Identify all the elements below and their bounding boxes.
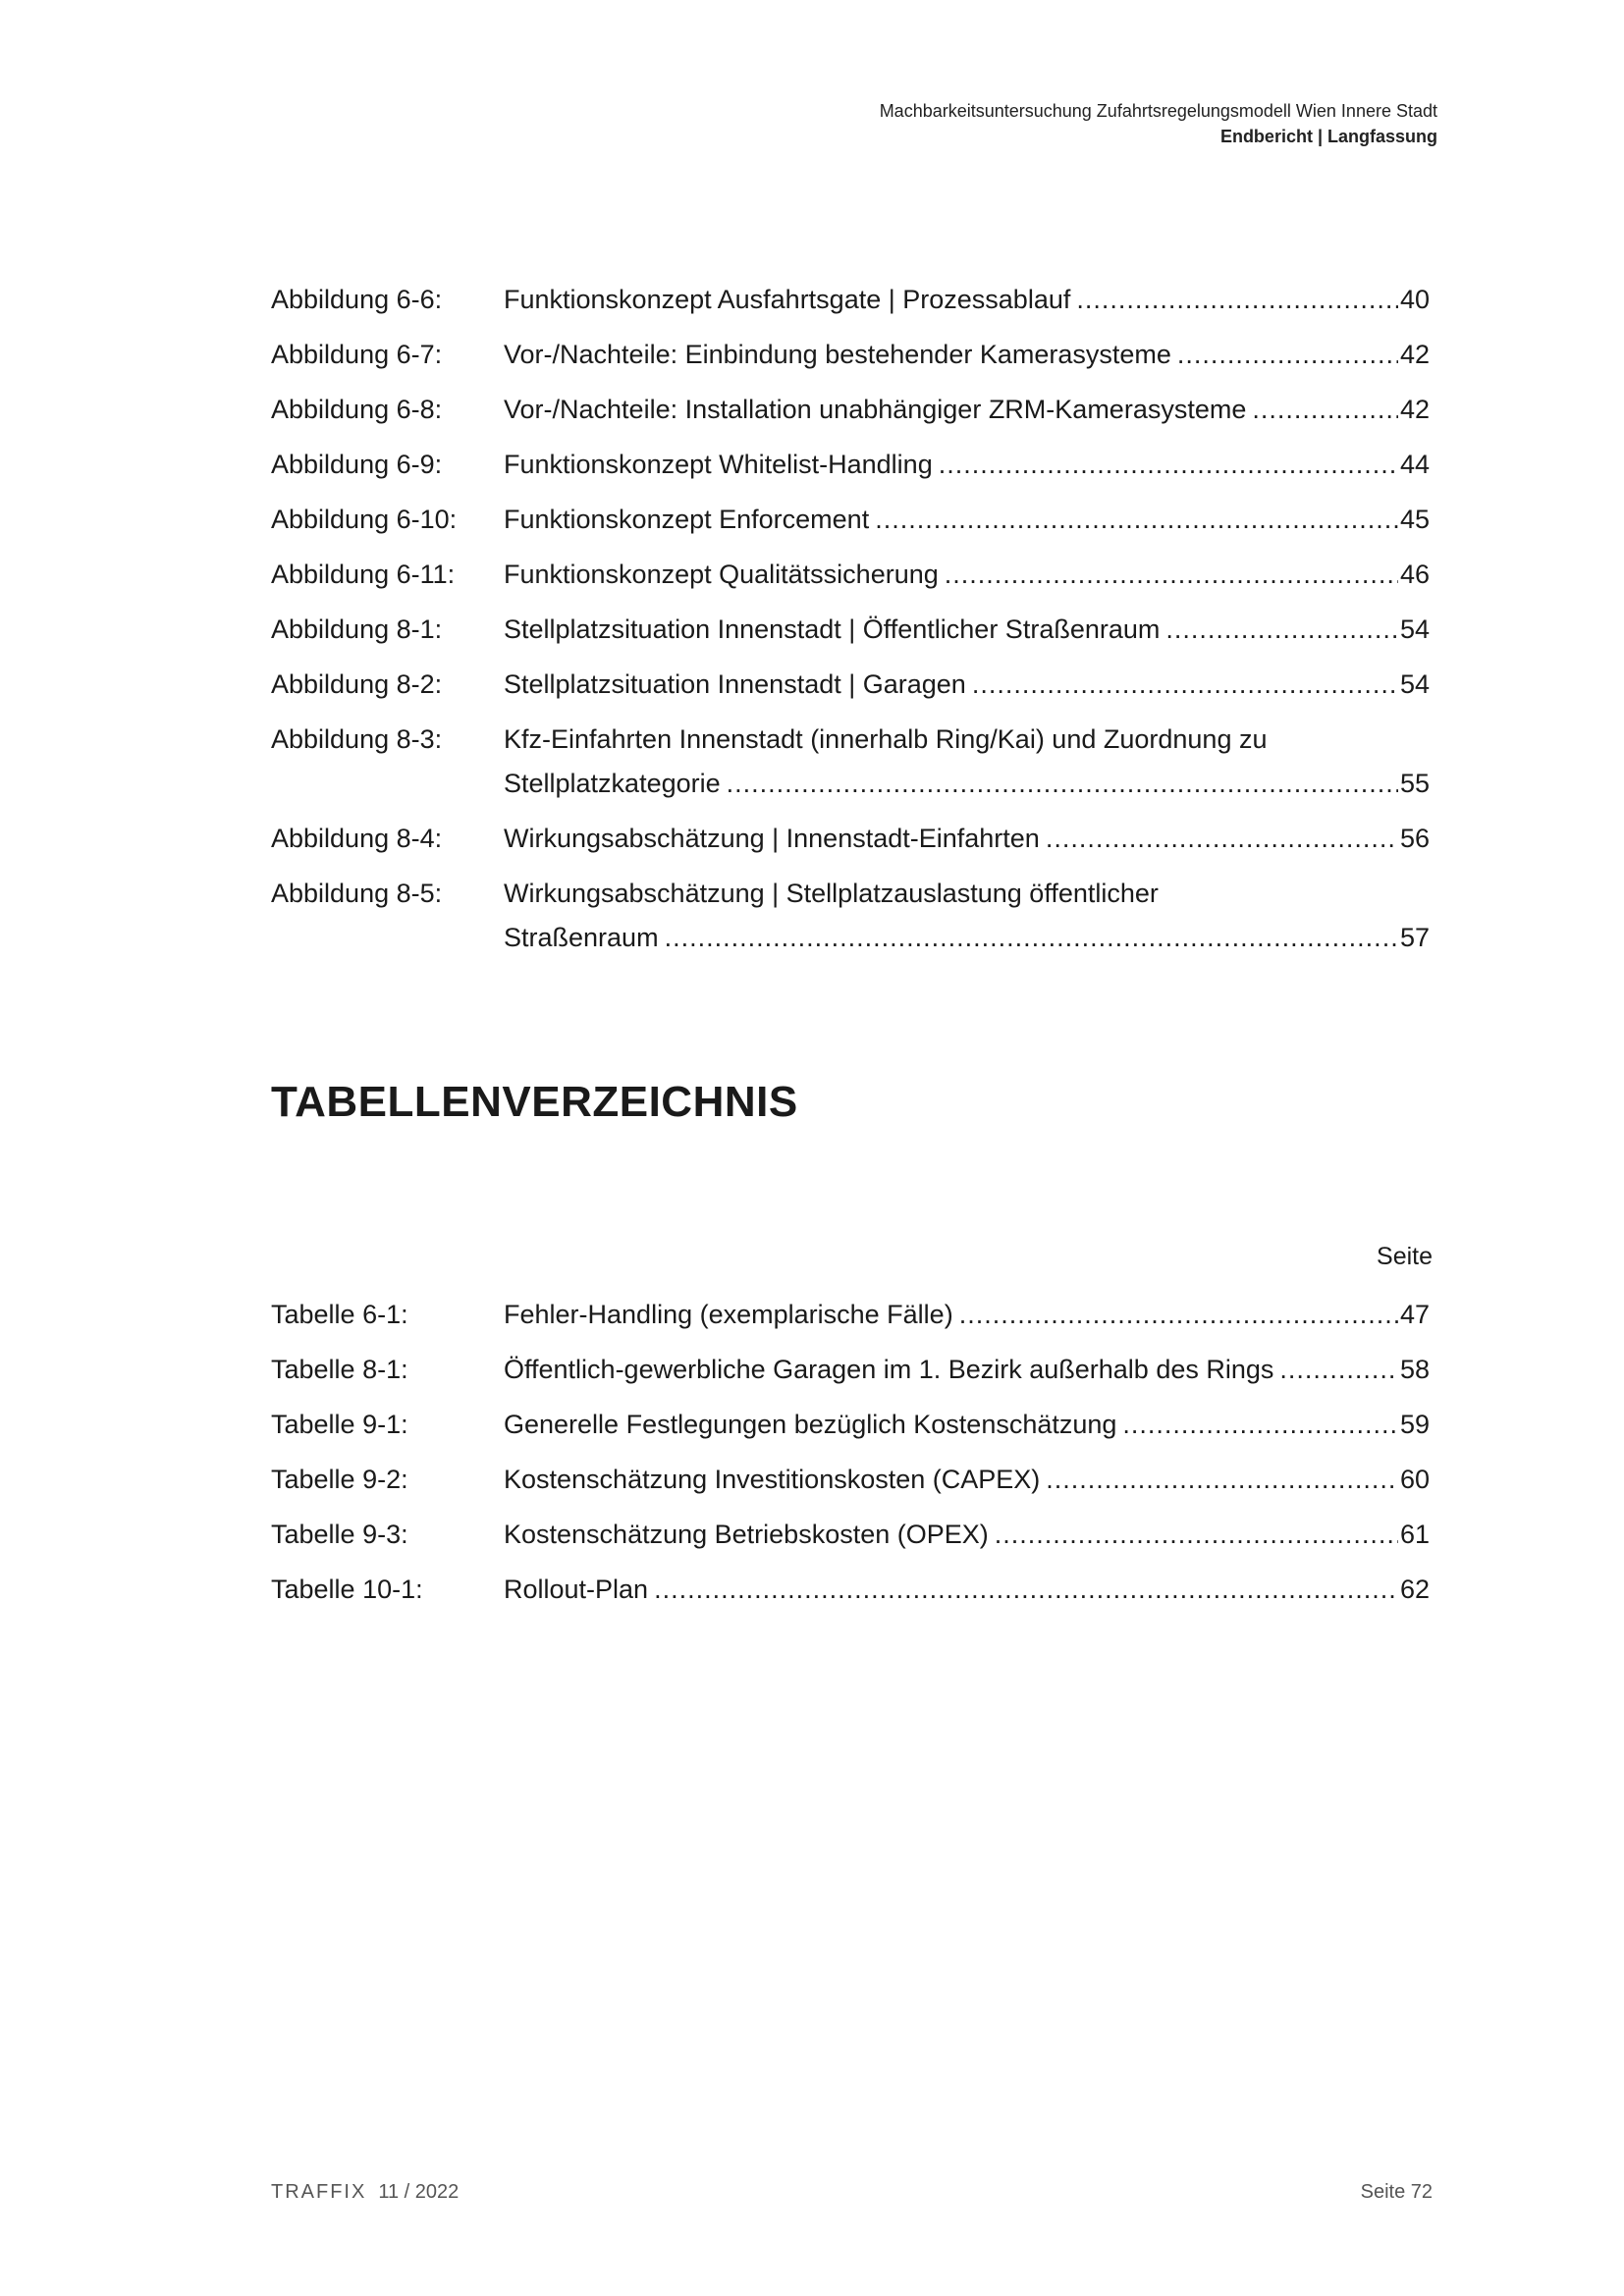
entry-page-number: 46	[1399, 560, 1430, 589]
dot-leader	[1279, 1348, 1398, 1392]
page-column-label: Seite	[1377, 1243, 1433, 1270]
entry-label: Tabelle 8-1:	[271, 1355, 408, 1384]
dot-leader	[1046, 1458, 1398, 1502]
entry-label: Abbildung 6-9:	[271, 450, 443, 479]
toc-entry[interactable]	[271, 498, 1430, 542]
tables-heading: TABELLENVERZEICHNIS	[271, 1078, 798, 1126]
footer-page-number: Seite 72	[1360, 2181, 1433, 2203]
entry-label: Abbildung 6-10:	[271, 505, 458, 534]
toc-entry[interactable]	[271, 663, 1430, 707]
dot-leader	[959, 1293, 1398, 1337]
entry-page-number: 45	[1399, 505, 1430, 534]
entry-title: Wirkungsabschätzung | Stellplatzauslastung öffentlicher	[504, 879, 1159, 908]
page-header	[880, 98, 1437, 149]
toc-entry[interactable]	[271, 817, 1430, 861]
dot-leader	[654, 1568, 1398, 1612]
entry-label: Tabelle 9-3:	[271, 1520, 408, 1549]
entry-title: Öffentlich-gewerbliche Garagen im 1. Bezirk außerhalb des Rings	[504, 1355, 1274, 1384]
entry-page-number: 61	[1399, 1520, 1430, 1549]
dot-leader	[972, 663, 1398, 707]
entry-title: Stellplatzsituation Innenstadt | Öffentlicher Straßenraum	[504, 614, 1161, 644]
dot-leader	[1177, 333, 1398, 377]
entry-page-number: 54	[1399, 614, 1430, 644]
entry-page-number: 42	[1399, 395, 1430, 424]
dot-leader	[875, 498, 1398, 542]
entry-title: Funktionskonzept Qualitätssicherung	[504, 560, 939, 589]
entry-label: Abbildung 8-4:	[271, 824, 443, 853]
tables-list	[271, 1293, 1430, 1623]
toc-entry[interactable]	[271, 608, 1430, 652]
dot-leader	[945, 553, 1398, 597]
dot-leader	[1046, 817, 1398, 861]
entry-label: Abbildung 6-8:	[271, 395, 443, 424]
entry-title: Kostenschätzung Investitionskosten (CAPEX)	[504, 1465, 1041, 1494]
entry-title: Wirkungsabschätzung | Innenstadt-Einfahrten	[504, 824, 1040, 853]
footer-left	[271, 2181, 459, 2204]
entry-page-number: 47	[1399, 1300, 1430, 1329]
toc-entry[interactable]	[271, 1348, 1430, 1392]
entry-label: Abbildung 6-6:	[271, 285, 443, 314]
dot-leader	[1122, 1403, 1398, 1447]
entry-title: Kfz-Einfahrten Innenstadt (innerhalb Ring/Kai) und Zuordnung zu	[504, 724, 1268, 754]
entry-title: Rollout-Plan	[504, 1575, 649, 1604]
entry-label: Abbildung 6-7:	[271, 340, 443, 369]
toc-entry[interactable]	[271, 443, 1430, 487]
entry-label: Abbildung 6-11:	[271, 560, 456, 589]
toc-entry[interactable]	[271, 872, 1430, 960]
toc-entry[interactable]	[271, 553, 1430, 597]
footer-brand: TRAFFIX	[271, 2181, 367, 2203]
toc-entry[interactable]	[271, 1293, 1430, 1337]
entry-title: Fehler-Handling (exemplarische Fälle)	[504, 1300, 953, 1329]
entry-title: Funktionskonzept Ausfahrtsgate | Prozessablauf	[504, 285, 1071, 314]
entry-page-number: 44	[1399, 450, 1430, 479]
entry-label: Abbildung 8-1:	[271, 614, 443, 644]
entry-page-number: 62	[1399, 1575, 1430, 1604]
entry-label: Abbildung 8-5:	[271, 879, 443, 908]
entry-page-number: 59	[1399, 1410, 1430, 1439]
entry-title: Vor-/Nachteile: Installation unabhängiger ZRM-Kamerasysteme	[504, 395, 1247, 424]
entry-label: Tabelle 6-1:	[271, 1300, 408, 1329]
entry-label: Abbildung 8-3:	[271, 724, 443, 754]
dot-leader	[1252, 388, 1398, 432]
toc-entry[interactable]	[271, 1513, 1430, 1557]
entry-title: Vor-/Nachteile: Einbindung bestehender Kamerasysteme	[504, 340, 1171, 369]
entry-title: Kostenschätzung Betriebskosten (OPEX)	[504, 1520, 989, 1549]
entry-page-number: 57	[1399, 923, 1430, 952]
dot-leader	[727, 762, 1398, 806]
entry-page-number: 60	[1399, 1465, 1430, 1494]
document-subtitle: Endbericht | Langfassung	[1219, 127, 1437, 146]
entry-page-number: 42	[1399, 340, 1430, 369]
entry-title: Stellplatzkategorie	[504, 769, 721, 798]
document-title: Machbarkeitsuntersuchung Zufahrtsregelungsmodell Wien Innere Stadt	[879, 101, 1437, 121]
entry-page-number: 54	[1399, 669, 1430, 699]
dot-leader	[995, 1513, 1398, 1557]
entry-title: Stellplatzsituation Innenstadt | Garagen	[504, 669, 966, 699]
entry-page-number: 55	[1399, 769, 1430, 798]
toc-entry[interactable]	[271, 1403, 1430, 1447]
dot-leader	[1076, 278, 1398, 322]
entry-title: Straßenraum	[504, 923, 659, 952]
toc-entry[interactable]	[271, 1568, 1430, 1612]
toc-entry[interactable]	[271, 278, 1430, 322]
entry-title: Generelle Festlegungen bezüglich Kostenschätzung	[504, 1410, 1117, 1439]
dot-leader	[665, 916, 1398, 960]
entry-page-number: 56	[1399, 824, 1430, 853]
figures-list	[271, 278, 1430, 971]
entry-page-number: 40	[1399, 285, 1430, 314]
entry-label: Tabelle 9-1:	[271, 1410, 408, 1439]
entry-label: Abbildung 8-2:	[271, 669, 443, 699]
dot-leader	[939, 443, 1398, 487]
entry-label: Tabelle 9-2:	[271, 1465, 408, 1494]
entry-title: Funktionskonzept Enforcement	[504, 505, 870, 534]
entry-page-number: 58	[1399, 1355, 1430, 1384]
toc-entry[interactable]	[271, 718, 1430, 806]
toc-entry[interactable]	[271, 333, 1430, 377]
toc-entry[interactable]	[271, 388, 1430, 432]
footer-date: 11 / 2022	[378, 2181, 460, 2203]
toc-entry[interactable]	[271, 1458, 1430, 1502]
entry-title: Funktionskonzept Whitelist-Handling	[504, 450, 933, 479]
dot-leader	[1165, 608, 1398, 652]
entry-label: Tabelle 10-1:	[271, 1575, 423, 1604]
